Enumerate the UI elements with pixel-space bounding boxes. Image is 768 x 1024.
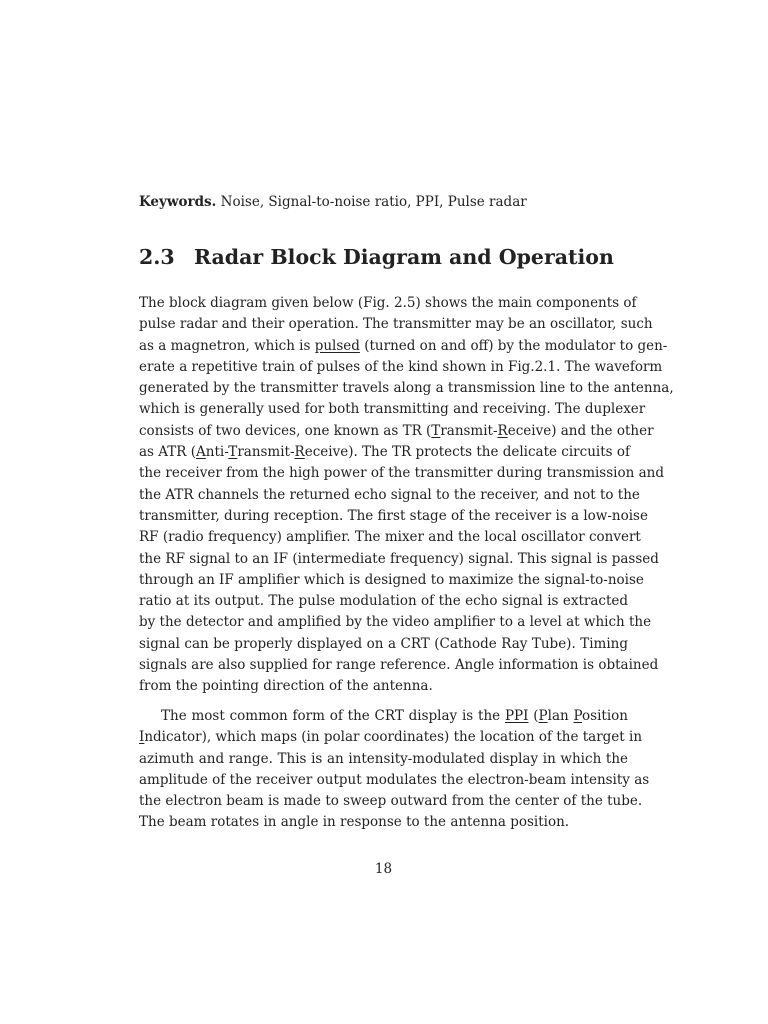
text-run: as a magnetron, which is bbox=[139, 337, 315, 354]
keywords-text: Noise, Signal-to-noise ratio, PPI, Pulse radar bbox=[220, 194, 527, 210]
paragraph-1 bbox=[139, 293, 674, 698]
underlined-term: PPI bbox=[504, 708, 529, 724]
paragraph-line: signal can be properly displayed on a CRT (Cathode Ray Tube). Timing bbox=[139, 635, 628, 652]
text-run: eceive) and the other bbox=[507, 422, 654, 439]
paragraph-line bbox=[139, 706, 628, 727]
text-run: The most common form of the CRT display is the bbox=[161, 708, 505, 724]
paragraph-line: amplitude of the receiver output modulates the electron-beam intensity as bbox=[139, 771, 650, 788]
underlined-letter: T bbox=[228, 444, 238, 461]
underlined-letter: P bbox=[573, 708, 583, 724]
text-run: ransmit- bbox=[440, 422, 498, 439]
text-run: nti- bbox=[205, 444, 229, 461]
paragraph-line: the ATR channels the returned echo signal to the receiver, and not to the bbox=[139, 486, 640, 503]
paragraph-2 bbox=[139, 706, 650, 834]
paragraph-line bbox=[139, 727, 643, 748]
underlined-letter: T bbox=[431, 422, 441, 439]
paragraph-line: by the detector and amplified by the video amplifier to a level at which the bbox=[139, 614, 652, 631]
section-title: Radar Block Diagram and Operation bbox=[194, 245, 614, 269]
text-run: (turned on and off) by the modulator to gen- bbox=[359, 337, 668, 354]
underlined-letter: I bbox=[139, 729, 145, 746]
paragraph-line: from the pointing direction of the antenna. bbox=[139, 678, 433, 695]
paragraph-line: The block diagram given below (Fig. 2.5) shows the main components of bbox=[139, 295, 637, 311]
text-run: eceive). The TR protects the delicate circuits of bbox=[304, 444, 630, 461]
paragraph-line: ratio at its output. The pulse modulation of the echo signal is extracted bbox=[139, 593, 628, 610]
keywords-label: Keywords. bbox=[139, 194, 217, 210]
text-run: as ATR ( bbox=[139, 444, 197, 461]
section-number: 2.3 bbox=[139, 245, 175, 269]
underlined-term: pulsed bbox=[314, 337, 360, 354]
text-run: ransmit- bbox=[237, 444, 295, 461]
text-run: ndicator), which maps (in polar coordinates) the location of the target in bbox=[144, 729, 643, 746]
paragraph-line: which is generally used for both transmitting and receiving. The duplexer bbox=[139, 401, 646, 418]
paragraph-line bbox=[139, 336, 668, 357]
paragraph-line: signals are also supplied for range reference. Angle information is obtained bbox=[139, 657, 659, 674]
text-run: ( bbox=[528, 708, 539, 724]
text-run: osition bbox=[582, 708, 628, 724]
paragraph-line: the receiver from the high power of the transmitter during transmission and bbox=[139, 465, 664, 482]
paragraph-line: RF (radio frequency) amplifier. The mixer and the local oscillator convert bbox=[139, 529, 641, 546]
paragraph-line: transmitter, during reception. The first stage of the receiver is a low-noise bbox=[139, 507, 648, 524]
paragraph-line: through an IF amplifier which is designed to maximize the signal-to-noise bbox=[139, 571, 644, 588]
text-run: lan bbox=[547, 708, 574, 724]
paragraph-line bbox=[139, 442, 628, 463]
paragraph-line: generated by the transmitter travels along a transmission line to the antenna, bbox=[139, 380, 674, 397]
paragraph-line: the RF signal to an IF (intermediate frequency) signal. This signal is passed bbox=[139, 550, 659, 567]
text-run: consists of two devices, one known as TR ( bbox=[139, 422, 432, 439]
paragraph-line: The beam rotates in angle in response to the antenna position. bbox=[139, 814, 570, 831]
page-number: 18 bbox=[374, 861, 393, 877]
underlined-letter: R bbox=[497, 422, 508, 439]
paragraph-line: azimuth and range. This is an intensity-modulated display in which the bbox=[139, 750, 628, 767]
underlined-letter: R bbox=[294, 444, 305, 461]
underlined-letter: P bbox=[538, 708, 548, 724]
paragraph-line: erate a repetitive train of pulses of the kind shown in Fig.2.1. The waveform bbox=[139, 358, 663, 375]
underlined-letter: A bbox=[196, 444, 206, 461]
paragraph-line bbox=[139, 421, 654, 442]
paragraph-line: the electron beam is made to sweep outward from the center of the tube. bbox=[139, 793, 643, 810]
section-heading bbox=[139, 243, 628, 271]
keywords-line bbox=[139, 193, 628, 211]
paragraph-line: pulse radar and their operation. The transmitter may be an oscillator, such bbox=[139, 316, 653, 333]
